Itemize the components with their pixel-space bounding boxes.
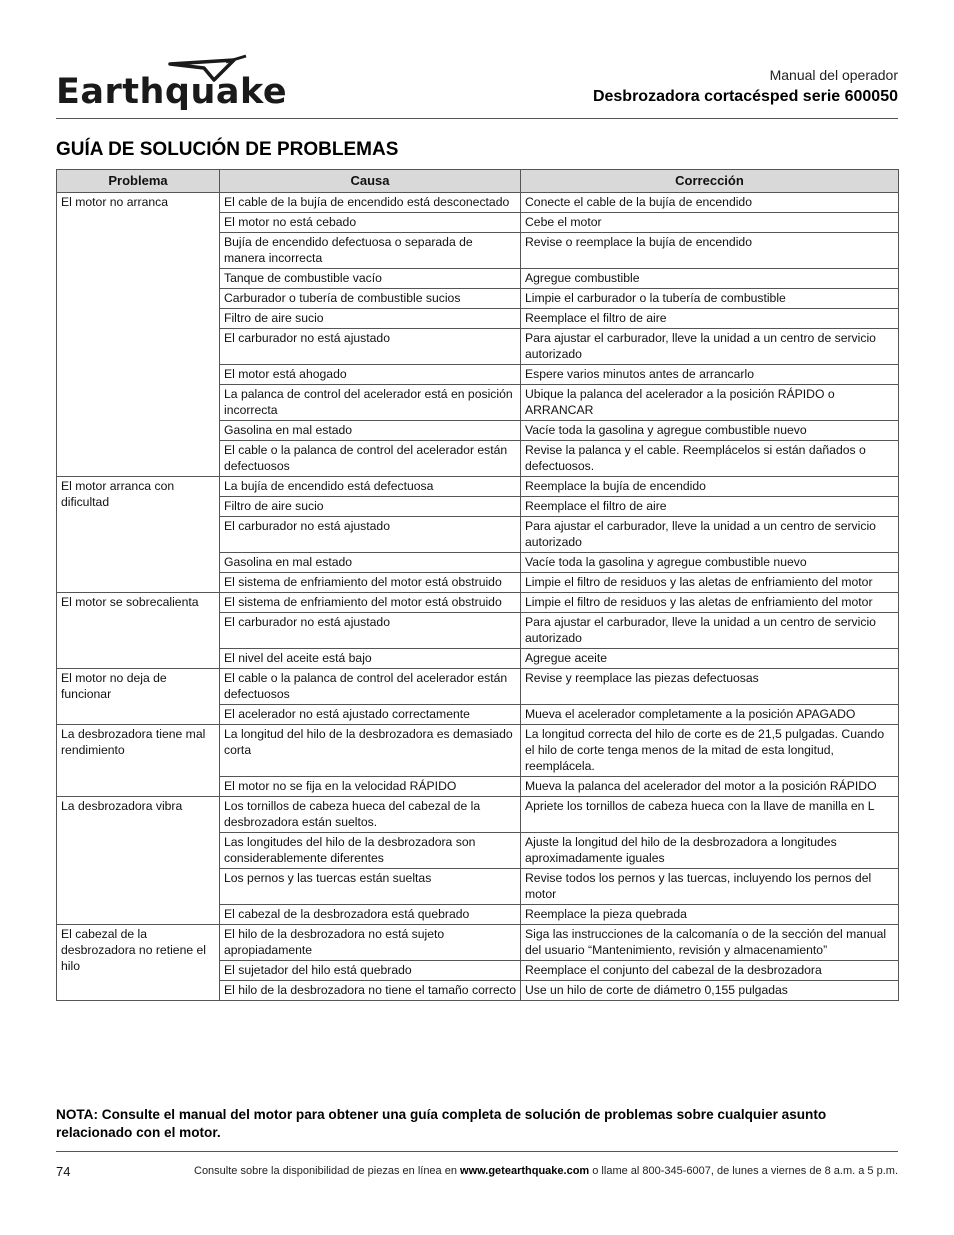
correction-cell: Cebe el motor [521,213,899,233]
cause-cell: El sistema de enfriamiento del motor está obstruido [220,593,521,613]
cause-cell: El carburador no está ajustado [220,517,521,553]
cause-cell: El sistema de enfriamiento del motor está obstruido [220,573,521,593]
troubleshooting-table [56,169,899,1001]
cause-cell: Filtro de aire sucio [220,497,521,517]
correction-cell: Revise la palanca y el cable. Reemplácelos si están dañados o defectuosos. [521,441,899,477]
correction-cell: Limpie el carburador o la tubería de combustible [521,289,899,309]
cause-cell: Tanque de combustible vacío [220,269,521,289]
cause-cell: El sujetador del hilo está quebrado [220,961,521,981]
cause-cell: El cable de la bujía de encendido está desconectado [220,193,521,213]
footer-contact [194,1165,898,1177]
section-title: GUÍA DE SOLUCIÓN DE PROBLEMAS [56,139,399,160]
correction-cell: Reemplace el filtro de aire [521,497,899,517]
correction-cell: Agregue aceite [521,649,899,669]
correction-cell: Siga las instrucciones de la calcomanía o de la sección del manual del usuario “Mantenimiento, revisión y almacenamiento” [521,925,899,961]
cause-cell: El motor no está cebado [220,213,521,233]
table-header-row [57,170,899,193]
footer-text-after: o llame al 800-345-6007, de lunes a viernes de 8 a.m. a 5 p.m. [589,1165,898,1177]
problem-cell: El cabezal de la desbrozadora no retiene el hilo [57,925,220,1001]
cause-cell: El motor está ahogado [220,365,521,385]
page-header [56,52,898,118]
brand-name: Earthquake [56,72,288,112]
cause-cell: Gasolina en mal estado [220,421,521,441]
cause-cell: El cable o la palanca de control del acelerador están defectuosos [220,669,521,705]
cause-cell: El carburador no está ajustado [220,329,521,365]
cause-cell: Los tornillos de cabeza hueca del cabezal de la desbrozadora están sueltos. [220,797,521,833]
cause-cell: El cable o la palanca de control del acelerador están defectuosos [220,441,521,477]
cause-cell: El cabezal de la desbrozadora está quebrado [220,905,521,925]
correction-cell: Ajuste la longitud del hilo de la desbrozadora a longitudes aproximadamente iguales [521,833,899,869]
header-cause: Causa [220,170,521,193]
table-row [57,477,899,497]
correction-cell: Limpie el filtro de residuos y las aletas de enfriamiento del motor [521,593,899,613]
correction-cell: Revise y reemplace las piezas defectuosas [521,669,899,705]
correction-cell: Agregue combustible [521,269,899,289]
correction-cell: Vacíe toda la gasolina y agregue combustible nuevo [521,421,899,441]
correction-cell: Reemplace la pieza quebrada [521,905,899,925]
cause-cell: El acelerador no está ajustado correctamente [220,705,521,725]
cause-cell: La longitud del hilo de la desbrozadora es demasiado corta [220,725,521,777]
correction-cell: Espere varios minutos antes de arrancarlo [521,365,899,385]
cause-cell: El hilo de la desbrozadora no está sujeto apropiadamente [220,925,521,961]
engine-manual-note: NOTA: Consulte el manual del motor para obtener una guía completa de solución de problemas sobre cualquier asunto relacionado con el motor. [56,1107,827,1140]
cause-cell: Los pernos y las tuercas están sueltas [220,869,521,905]
cause-cell: La bujía de encendido está defectuosa [220,477,521,497]
cause-cell: El nivel del aceite está bajo [220,649,521,669]
correction-cell: Revise todos los pernos y las tuercas, incluyendo los pernos del motor [521,869,899,905]
correction-cell: Para ajustar el carburador, lleve la unidad a un centro de servicio autorizado [521,517,899,553]
correction-cell: Conecte el cable de la bujía de encendido [521,193,899,213]
correction-cell: Mueva el acelerador completamente a la posición APAGADO [521,705,899,725]
footer-url: www.getearthquake.com [460,1165,590,1177]
cause-cell: Gasolina en mal estado [220,553,521,573]
problem-cell: La desbrozadora tiene mal rendimiento [57,725,220,797]
cause-cell: Carburador o tubería de combustible sucios [220,289,521,309]
cause-cell: Las longitudes del hilo de la desbrozadora son considerablemente diferentes [220,833,521,869]
table-row [57,193,899,213]
cause-cell: Bujía de encendido defectuosa o separada de manera incorrecta [220,233,521,269]
header-divider [56,118,898,119]
correction-cell: Reemplace el conjunto del cabezal de la desbrozadora [521,961,899,981]
table-body [57,193,899,1001]
correction-cell: Ubique la palanca del acelerador a la posición RÁPIDO o ARRANCAR [521,385,899,421]
table-row [57,725,899,777]
document-type: Manual del operador [769,67,898,83]
cause-cell: El hilo de la desbrozadora no tiene el tamaño correcto [220,981,521,1001]
footer-text-before: Consulte sobre la disponibilidad de piezas en línea en [194,1165,461,1177]
correction-cell: Apriete los tornillos de cabeza hueca con la llave de manilla en L [521,797,899,833]
correction-cell: Revise o reemplace la bujía de encendido [521,233,899,269]
table-row [57,669,899,705]
cause-cell: El carburador no está ajustado [220,613,521,649]
correction-cell: Para ajustar el carburador, lleve la unidad a un centro de servicio autorizado [521,613,899,649]
correction-cell: Use un hilo de corte de diámetro 0,155 pulgadas [521,981,899,1001]
table-row [57,925,899,961]
page-number: 74 [56,1164,71,1179]
correction-cell: Vacíe toda la gasolina y agregue combustible nuevo [521,553,899,573]
correction-cell: Mueva la palanca del acelerador del motor a la posición RÁPIDO [521,777,899,797]
table-row [57,797,899,833]
problem-cell: El motor no arranca [57,193,220,477]
problem-cell: La desbrozadora vibra [57,797,220,925]
document-title: Desbrozadora cortacésped serie 600050 [592,88,898,105]
correction-cell: Reemplace el filtro de aire [521,309,899,329]
table-row [57,593,899,613]
cause-cell: El motor no se fija en la velocidad RÁPIDO [220,777,521,797]
problem-cell: El motor se sobrecalienta [57,593,220,669]
cause-cell: La palanca de control del acelerador está en posición incorrecta [220,385,521,421]
correction-cell: Limpie el filtro de residuos y las aletas de enfriamiento del motor [521,573,899,593]
header-correction: Corrección [521,170,899,193]
problem-cell: El motor arranca con dificultad [57,477,220,593]
footer-divider [56,1151,898,1152]
cause-cell: Filtro de aire sucio [220,309,521,329]
correction-cell: La longitud correcta del hilo de corte es de 21,5 pulgadas. Cuando el hilo de corte tenga menos de la mitad de esta longitud, reemplácela. [521,725,899,777]
correction-cell: Para ajustar el carburador, lleve la unidad a un centro de servicio autorizado [521,329,899,365]
correction-cell: Reemplace la bujía de encendido [521,477,899,497]
earthquake-logo [56,52,288,116]
header-problem: Problema [57,170,220,193]
problem-cell: El motor no deja de funcionar [57,669,220,725]
